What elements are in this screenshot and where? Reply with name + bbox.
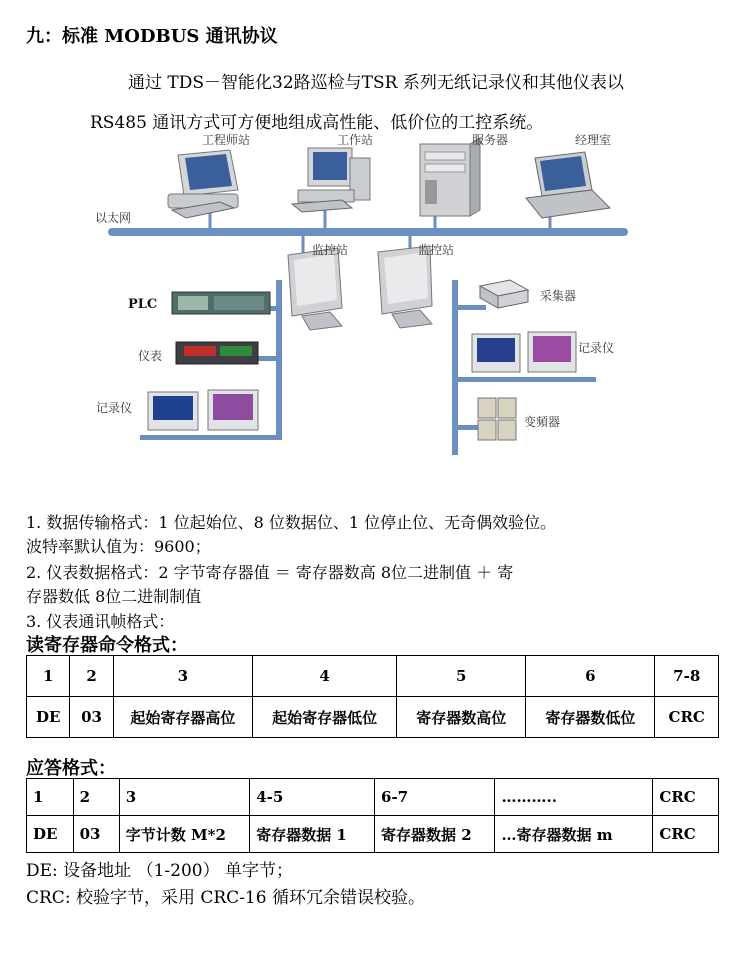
monitor-station-1-icon: [288, 248, 342, 330]
read-value-cell: 寄存器数高位: [397, 697, 526, 738]
label-monitor2: 监控站: [418, 243, 455, 257]
plc-icon: [172, 292, 270, 314]
read-header-cell: 7-8: [655, 656, 719, 697]
workstation-icon: [292, 148, 370, 212]
read-value-cell: 起始寄存器高位: [113, 697, 252, 738]
label-collector: 采集器: [540, 289, 577, 303]
read-header-cell: 3: [113, 656, 252, 697]
intro-line-1: 通过 TDS－智能化32路巡检与TSR 系列无纸记录仪和其他仪表以: [128, 73, 624, 93]
item-1-line-1: 1. 数据传输格式：1 位起始位、8 位数据位、1 位停止位、无奇偶效验位。: [26, 513, 557, 532]
network-diagram: [80, 130, 640, 460]
resp-header-cell: 4-5: [250, 779, 375, 816]
read-cmd-value-row: [27, 697, 719, 738]
item-2-line-1: 2. 仪表数据格式：2 字节寄存器值 ＝ 寄存器数高 8位二进制值 ＋ 寄: [26, 563, 514, 582]
manager-laptop-icon: [526, 152, 610, 218]
resp-value-cell: 字节计数 M*2: [119, 816, 249, 853]
resp-header-cell: ………..: [495, 779, 653, 816]
read-cmd-heading: 读寄存器命令格式：: [26, 635, 188, 656]
label-meter: 仪表: [138, 349, 163, 363]
read-value-cell: 起始寄存器低位: [252, 697, 396, 738]
response-header-row: [27, 779, 719, 816]
resp-value-cell: …寄存器数据 m: [495, 816, 653, 853]
resp-value-cell: 寄存器数据 2: [375, 816, 495, 853]
ethernet-bus: [108, 228, 628, 236]
response-table: [26, 778, 719, 853]
read-value-cell: 03: [70, 697, 113, 738]
monitor-station-2-icon: [378, 246, 432, 328]
resp-value-cell: CRC: [653, 816, 719, 853]
section-title: 九：标准 MODBUS 通讯协议: [26, 26, 278, 47]
intro-line-2: RS485 通讯方式可方便地组成高性能、低价位的工控系统。: [90, 108, 543, 133]
meter-icon: [176, 342, 258, 364]
item-2-line-2: 存器数低 8位二进制制值: [26, 587, 202, 606]
label-recorder-left: 记录仪: [96, 401, 133, 415]
collector-branch: [456, 305, 486, 310]
resp-header-cell: 6-7: [375, 779, 495, 816]
resp-header-cell: 2: [73, 779, 119, 816]
resp-value-cell: 寄存器数据 1: [250, 816, 375, 853]
label-plc: PLC: [128, 297, 158, 312]
server-icon: [420, 138, 480, 216]
label-ethernet: 以太网: [95, 211, 132, 225]
read-cmd-table: [26, 655, 719, 738]
read-header-cell: 2: [70, 656, 113, 697]
label-engineer: 工程师站: [202, 133, 251, 147]
read-value-cell: DE: [27, 697, 70, 738]
response-heading: 应答格式：: [26, 758, 116, 779]
read-header-cell: 4: [252, 656, 396, 697]
note-crc: CRC: 校验字节，采用 CRC-16 循环冗余错误校验。: [26, 888, 425, 908]
item-3: 3. 仪表通讯帧格式：: [26, 612, 175, 631]
label-manager: 经理室: [575, 133, 612, 147]
item-1-line-2: 波特率默认值为：9600；: [26, 537, 211, 556]
read-header-cell: 6: [526, 656, 655, 697]
inverter-icon: [478, 398, 516, 440]
resp-value-cell: DE: [27, 816, 74, 853]
label-monitor1: 监控站: [312, 243, 349, 257]
recorder-left-icons: [148, 390, 258, 430]
recorder-left-branch: [140, 435, 282, 440]
resp-header-cell: CRC: [653, 779, 719, 816]
label-recorder-right: 记录仪: [578, 341, 615, 355]
resp-header-cell: 3: [119, 779, 249, 816]
resp-value-cell: 03: [73, 816, 119, 853]
note-de: DE: 设备地址 （1-200） 单字节；: [26, 861, 293, 881]
response-value-row: [27, 816, 719, 853]
read-header-cell: 1: [27, 656, 70, 697]
collector-icon: [480, 280, 528, 308]
read-header-cell: 5: [397, 656, 526, 697]
resp-header-cell: 1: [27, 779, 74, 816]
recorder-right-branch: [456, 377, 596, 382]
read-value-cell: CRC: [655, 697, 719, 738]
label-server: 服务器: [472, 133, 509, 147]
read-cmd-header-row: [27, 656, 719, 697]
read-value-cell: 寄存器数低位: [526, 697, 655, 738]
engineer-station-icon: [168, 150, 238, 218]
label-inverter: 变頻器: [524, 415, 561, 429]
recorder-right-icons: [472, 332, 576, 372]
label-workstation: 工作站: [337, 133, 374, 147]
